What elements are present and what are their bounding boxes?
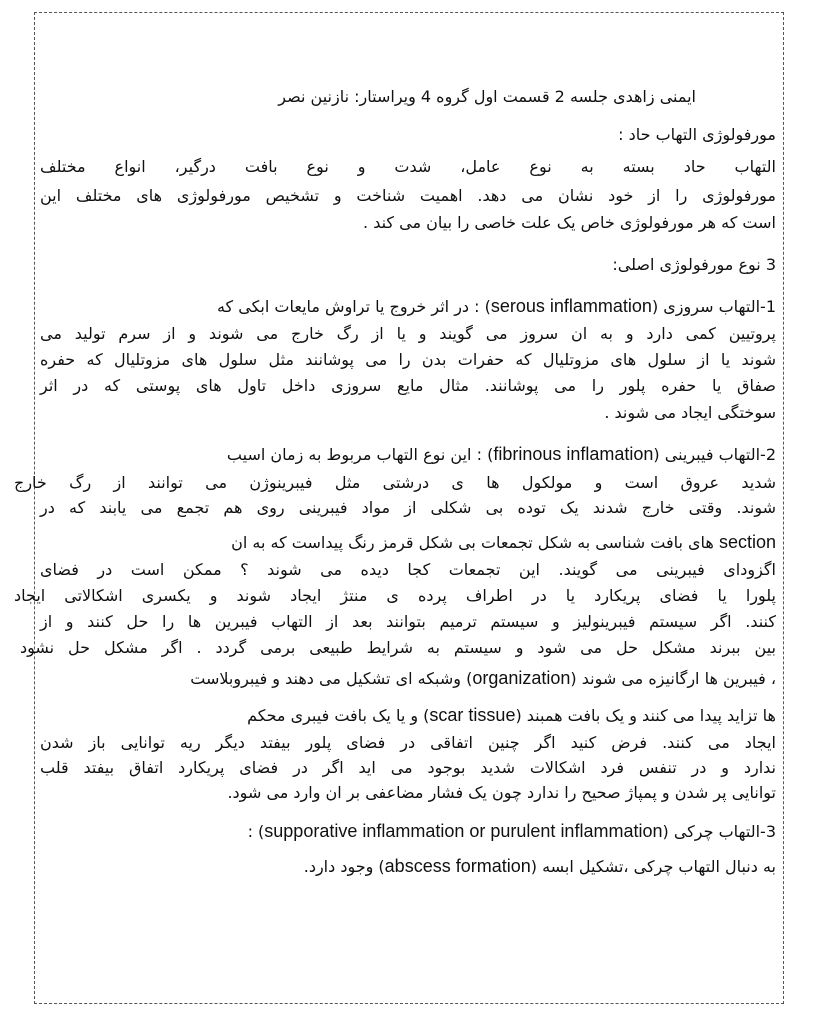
s2-title-en: fibrinous inflamation xyxy=(493,444,654,464)
s1-line-1: پروتیین کمی دارد و به ان سروز می گویند و یا از رگ خارج می شوند و از سرم تولید می xyxy=(40,324,776,343)
s3-number: 3- xyxy=(760,822,776,841)
s3-line xyxy=(40,856,776,877)
s2-section-line xyxy=(40,532,776,553)
s2-after-title: : این نوع التهاب مربوط به زمان اسیب xyxy=(226,445,482,464)
s3-title-en: supporative inflammation or purulent inflammation xyxy=(264,821,663,841)
s2-line-1: شدید عروق است و مولکول ها ی درشتی مثل فیبرینوژن می توانند از رگ خارج xyxy=(14,473,776,492)
s2-line-7: ایجاد می کنند. فرض کنید اگر چنین اتفاقی در فضای پلور بیفتد دیگر ریه توانایی باز شدن xyxy=(40,733,776,752)
s2-scar-en: scar tissue xyxy=(429,705,516,725)
s2-line-2: شوند. وقتی خارج شدند یک توده بی شکلی از مواد فیبرینی روی هم تجمع می یابند که در xyxy=(40,498,776,517)
s1-line-3: صفاق یا حفره پلور را می پوشانند. مثال مایع سروزی داخل تاول های پوستی که در اثر xyxy=(40,376,776,395)
s3-line-en: abscess formation xyxy=(384,856,531,876)
s3-after-title: : xyxy=(247,822,253,841)
s1-line-4: سوختگی ایجاد می شوند . xyxy=(604,403,776,422)
s2-number: 2- xyxy=(760,445,776,464)
intro-line-2: مورفولوژی را از خود نشان می دهد. اهمیت شناخت و تشخیص مورفولوژی های مختلف این xyxy=(40,186,776,205)
s2-scar-line xyxy=(40,705,776,726)
s3-line-pre: به دنبال التهاب چرکی ،تشکیل ابسه ( xyxy=(530,857,776,876)
s1-number: 1- xyxy=(760,297,776,316)
s2-organization-line xyxy=(40,668,776,689)
s3-line-post: ) وجود دارد. xyxy=(303,857,385,876)
s2-heading: 2-التهاب فیبرینی (fibrinous inflamation) : این نوع التهاب مربوط به زمان اسیب xyxy=(226,444,776,464)
s2-line-9: توانایی پر شدن و پمپاژ صحیح را ندارد چون یک فشار مضاعفی بر ان وارد می شود. xyxy=(227,783,776,802)
s3-title-fa: التهاب چرکی xyxy=(673,822,761,841)
s2-line-8: ندارد و در تنفس فرد اشکالات شدید بوجود می اید اگر در فضای پریکارد اتفاق بیفتد قلب xyxy=(40,758,776,777)
s1-title-fa: التهاب سروزی xyxy=(663,297,761,316)
s2-scar-pre: ها تزاید پیدا می کنند و یک بافت همبند ( xyxy=(515,706,776,725)
intro-line-1: التهاب حاد بسته به نوع عامل، شدت و نوع بافت درگیر، انواع مختلف xyxy=(40,157,776,176)
s3-heading: 3-التهاب چرکی (supporative inflammation or purulent inflammation) : xyxy=(247,821,776,841)
s1-line-2: شوند یا از سلول های مزوتلیال که حفرات بدن را می پوشانند مثل سلول های مزوتلیال که حفره xyxy=(40,350,776,369)
s2-org-pre: ، فیبرین ها ارگانیزه می شوند ( xyxy=(570,669,776,688)
s2-scar-post: ) و یا یک بافت فیبری محکم xyxy=(247,706,430,725)
s2-org-en: organization xyxy=(472,668,571,688)
s1-title-en: serous inflammation xyxy=(490,296,652,316)
main-heading: 3 نوع مورفولوژی اصلی: xyxy=(612,255,776,274)
s2-line-6: بین ببرند مشکل حل می شود و سیستم به شرایط طبیعی برمی گردد . اگر مشکل حل نشود xyxy=(20,638,776,657)
s2-title-fa: التهاب فیبرینی xyxy=(664,445,761,464)
s2-section-rest: های بافت شناسی به شکل تجمعات بی شکل قرمز رنگ پیداست که به ان xyxy=(231,533,714,552)
s2-line-5: کنند. اگر سیستم فیبرینولیز و سیستم ترمیم بتوانند بعد از التهاب فیبرین ها را حل کنند و از xyxy=(40,612,776,631)
s1-heading: 1-التهاب سروزی (serous inflammation) : در اثر خروج یا تراوش مایعات ابکی که xyxy=(216,296,776,316)
s2-line-3: اگزودای فیبرینی می گویند. این تجمعات کجا دیده می شوند ؟ ممکن است در فضای xyxy=(40,560,776,579)
subtitle: مورفولوژی التهاب حاد : xyxy=(618,125,776,144)
s2-line-4: پلورا یا فضای پریکارد یا در اطراف پرده ی منتژ ایجاد شوند و یکسری اشکالاتی ایجاد xyxy=(14,586,776,605)
intro-line-3: است که هر مورفولوژی خاص یک علت خاصی را بیان می کند . xyxy=(363,213,776,232)
header-line: ایمنی زاهدی جلسه 2 قسمت اول گروه 4 ویراستار: نازنین نصر xyxy=(278,87,696,106)
s2-org-post: ) وشبکه ای تشکیل می دهند و فیبروبلاست xyxy=(190,669,473,688)
s2-section-en: section xyxy=(718,532,776,552)
s1-after-title: : در اثر خروج یا تراوش مایعات ابکی که xyxy=(216,297,480,316)
